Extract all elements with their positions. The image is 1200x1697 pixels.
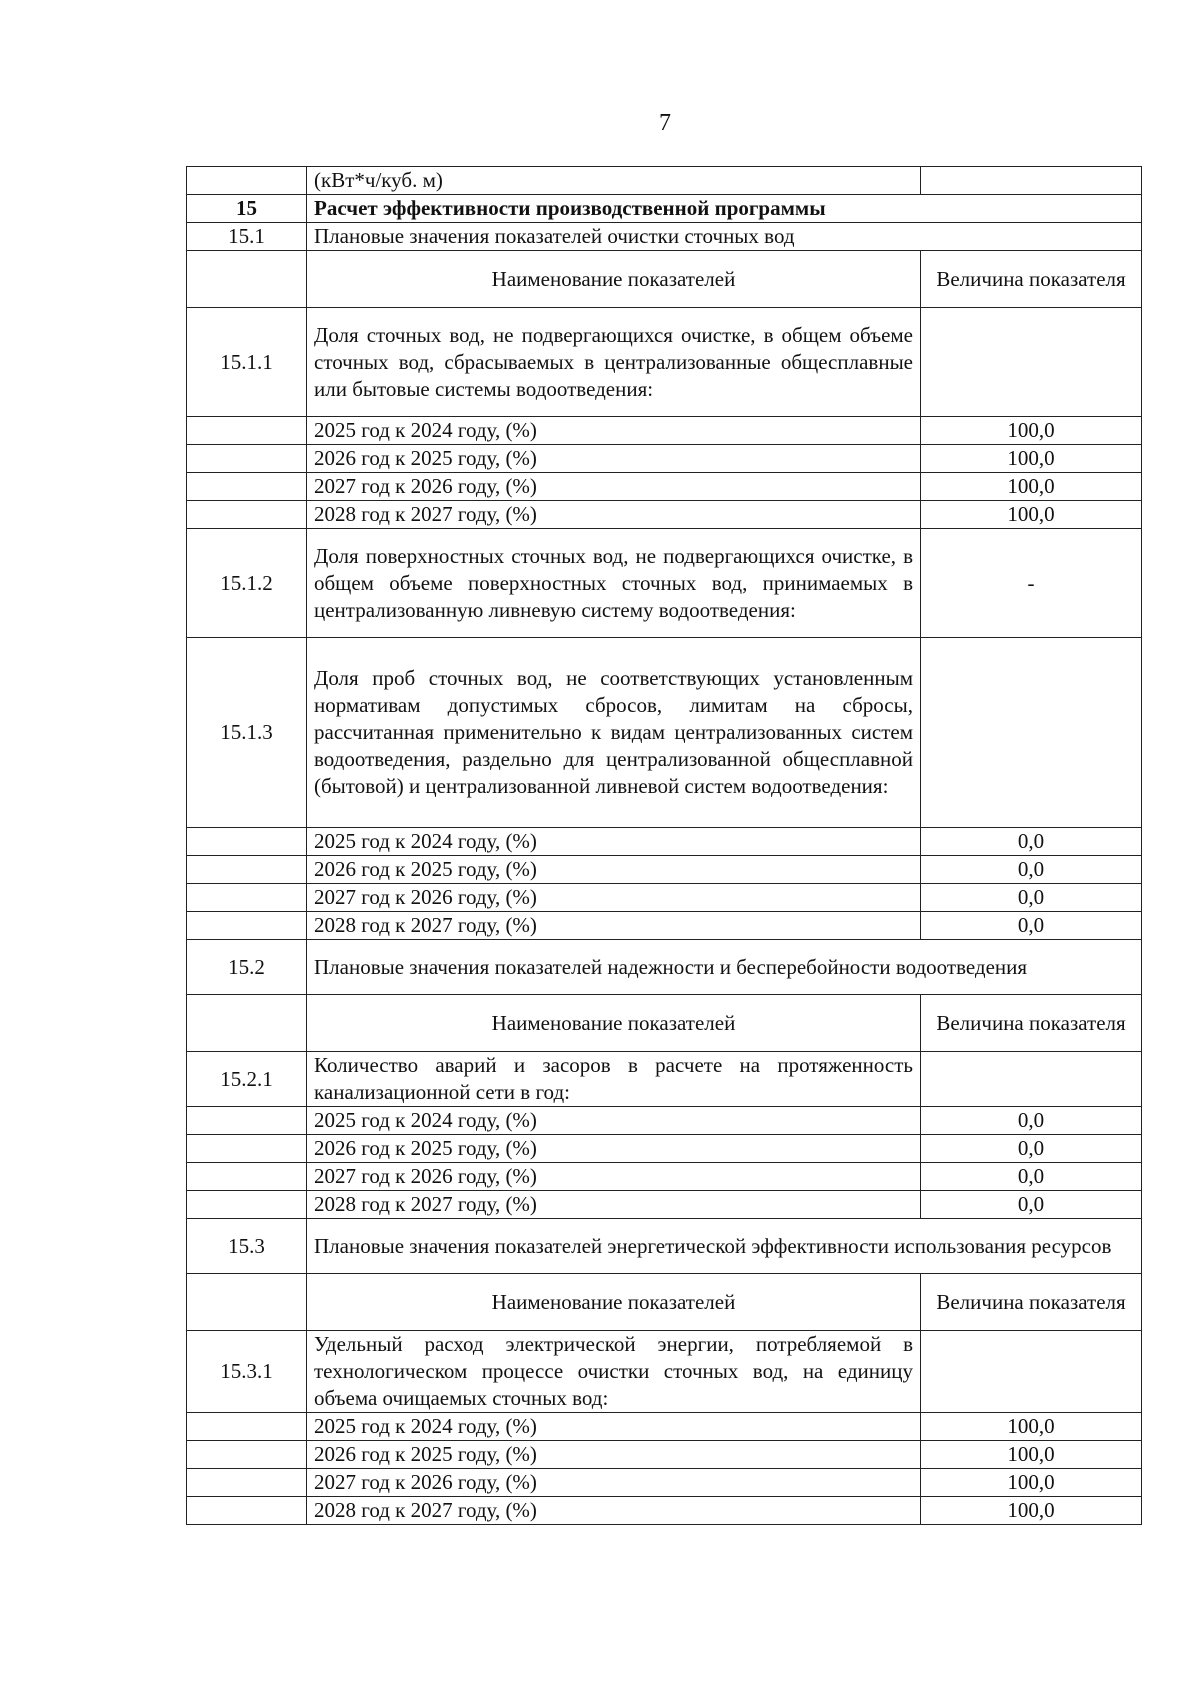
- year-row-number: [187, 1413, 307, 1441]
- row-number: [187, 167, 307, 195]
- indicator-number: 15.1.2: [187, 529, 307, 638]
- column-header-row: [187, 995, 1142, 1052]
- year-row: [187, 473, 1142, 501]
- group-title: Плановые значения показателей надежности и бесперебойности водоотведения: [307, 940, 1142, 995]
- year-row-number: [187, 1497, 307, 1525]
- year-row-value: 0,0: [921, 828, 1142, 856]
- year-row-label: 2027 год к 2026 году, (%): [307, 884, 921, 912]
- year-row-number: [187, 1441, 307, 1469]
- section-row: [187, 195, 1142, 223]
- section-title: Расчет эффективности производственной программы: [307, 195, 1142, 223]
- section-number: 15: [187, 195, 307, 223]
- year-row-value: 100,0: [921, 445, 1142, 473]
- year-row-value: 100,0: [921, 473, 1142, 501]
- indicator-number: 15.2.1: [187, 1052, 307, 1107]
- year-row-value: 100,0: [921, 417, 1142, 445]
- indicator-name: Доля поверхностных сточных вод, не подвергающихся очистке, в общем объеме поверхностных сточных вод, принимаемых в централизованную ливневую систему водоотведения:: [307, 529, 921, 638]
- year-row: [187, 1135, 1142, 1163]
- year-row: [187, 1469, 1142, 1497]
- year-row-value: 0,0: [921, 1107, 1142, 1135]
- year-row: [187, 1107, 1142, 1135]
- indicator-row: [187, 529, 1142, 638]
- year-row-number: [187, 1107, 307, 1135]
- year-row-label: 2028 год к 2027 году, (%): [307, 1191, 921, 1219]
- year-row-number: [187, 1469, 307, 1497]
- indicators-table: [186, 166, 1142, 1525]
- year-row-label: 2028 год к 2027 году, (%): [307, 501, 921, 529]
- indicator-row: [187, 1331, 1142, 1413]
- group-title: Плановые значения показателей энергетической эффективности использования ресурсов: [307, 1219, 1142, 1274]
- group-number: 15.2: [187, 940, 307, 995]
- column-header-value: Величина показателя: [921, 995, 1142, 1052]
- table-row-unit: [187, 167, 1142, 195]
- year-row-number: [187, 912, 307, 940]
- indicator-number: 15.1.1: [187, 308, 307, 417]
- year-row-number: [187, 501, 307, 529]
- year-row-value: 0,0: [921, 912, 1142, 940]
- year-row: [187, 1441, 1142, 1469]
- indicator-value: -: [921, 529, 1142, 638]
- year-row-label: 2026 год к 2025 году, (%): [307, 856, 921, 884]
- group-row: [187, 223, 1142, 251]
- column-header-empty: [187, 1274, 307, 1331]
- indicator-value: [921, 638, 1142, 828]
- year-row-label: 2026 год к 2025 году, (%): [307, 445, 921, 473]
- year-row-value: 100,0: [921, 1497, 1142, 1525]
- year-row-number: [187, 884, 307, 912]
- column-header-value: Величина показателя: [921, 1274, 1142, 1331]
- year-row-number: [187, 445, 307, 473]
- group-row: [187, 1219, 1142, 1274]
- indicator-row: [187, 638, 1142, 828]
- year-row: [187, 884, 1142, 912]
- year-row-value: 0,0: [921, 884, 1142, 912]
- indicator-name: Доля сточных вод, не подвергающихся очистке, в общем объеме сточных вод, сбрасываемых в централизованные общесплавные или бытовые системы водоотведения:: [307, 308, 921, 417]
- year-row-number: [187, 856, 307, 884]
- year-row-label: 2027 год к 2026 году, (%): [307, 1469, 921, 1497]
- year-row-value: 100,0: [921, 1469, 1142, 1497]
- year-row-value: 0,0: [921, 1135, 1142, 1163]
- indicator-row: [187, 308, 1142, 417]
- year-row: [187, 501, 1142, 529]
- column-header-empty: [187, 995, 307, 1052]
- year-row-value: 0,0: [921, 1163, 1142, 1191]
- indicator-number: 15.3.1: [187, 1331, 307, 1413]
- year-row-number: [187, 1135, 307, 1163]
- year-row-number: [187, 828, 307, 856]
- year-row-value: 100,0: [921, 501, 1142, 529]
- year-row-label: 2025 год к 2024 году, (%): [307, 828, 921, 856]
- year-row-label: 2028 год к 2027 году, (%): [307, 912, 921, 940]
- year-row-label: 2025 год к 2024 году, (%): [307, 417, 921, 445]
- year-row: [187, 828, 1142, 856]
- year-row-value: 100,0: [921, 1441, 1142, 1469]
- row-value: [921, 167, 1142, 195]
- indicator-name: Доля проб сточных вод, не соответствующих установленным нормативам допустимых сбросов, лимитам на сбросы, рассчитанная применительно к видам централизованных систем водоотведения, раздельно для централизованной общесплавной (бытовой) и централизованной ливневой систем водоотведения:: [307, 638, 921, 828]
- column-header-name: Наименование показателей: [307, 995, 921, 1052]
- column-header-value: Величина показателя: [921, 251, 1142, 308]
- indicator-value: [921, 308, 1142, 417]
- year-row: [187, 1413, 1142, 1441]
- page-number: 7: [659, 110, 671, 136]
- year-row-label: 2027 год к 2026 году, (%): [307, 473, 921, 501]
- indicator-number: 15.1.3: [187, 638, 307, 828]
- group-title: Плановые значения показателей очистки сточных вод: [307, 223, 1142, 251]
- year-row-number: [187, 473, 307, 501]
- year-row: [187, 912, 1142, 940]
- group-row: [187, 940, 1142, 995]
- year-row-label: 2026 год к 2025 году, (%): [307, 1135, 921, 1163]
- year-row: [187, 1191, 1142, 1219]
- indicator-name: Количество аварий и засоров в расчете на протяженность канализационной сети в год:: [307, 1052, 921, 1107]
- column-header-row: [187, 1274, 1142, 1331]
- group-number: 15.3: [187, 1219, 307, 1274]
- column-header-row: [187, 251, 1142, 308]
- year-row-value: 100,0: [921, 1413, 1142, 1441]
- year-row-number: [187, 417, 307, 445]
- year-row-label: 2026 год к 2025 году, (%): [307, 1441, 921, 1469]
- year-row: [187, 1163, 1142, 1191]
- group-number: 15.1: [187, 223, 307, 251]
- unit-label: (кВт*ч/куб. м): [307, 167, 921, 195]
- column-header-empty: [187, 251, 307, 308]
- year-row-value: 0,0: [921, 856, 1142, 884]
- year-row-value: 0,0: [921, 1191, 1142, 1219]
- indicator-value: [921, 1331, 1142, 1413]
- year-row-number: [187, 1191, 307, 1219]
- year-row-number: [187, 1163, 307, 1191]
- year-row-label: 2028 год к 2027 году, (%): [307, 1497, 921, 1525]
- year-row: [187, 1497, 1142, 1525]
- column-header-name: Наименование показателей: [307, 251, 921, 308]
- year-row: [187, 445, 1142, 473]
- indicator-row: [187, 1052, 1142, 1107]
- year-row-label: 2027 год к 2026 году, (%): [307, 1163, 921, 1191]
- indicator-name: Удельный расход электрической энергии, потребляемой в технологическом процессе очистки сточных вод, на единицу объема очищаемых сточных вод:: [307, 1331, 921, 1413]
- year-row-label: 2025 год к 2024 году, (%): [307, 1413, 921, 1441]
- year-row-label: 2025 год к 2024 году, (%): [307, 1107, 921, 1135]
- year-row: [187, 856, 1142, 884]
- column-header-name: Наименование показателей: [307, 1274, 921, 1331]
- year-row: [187, 417, 1142, 445]
- indicator-value: [921, 1052, 1142, 1107]
